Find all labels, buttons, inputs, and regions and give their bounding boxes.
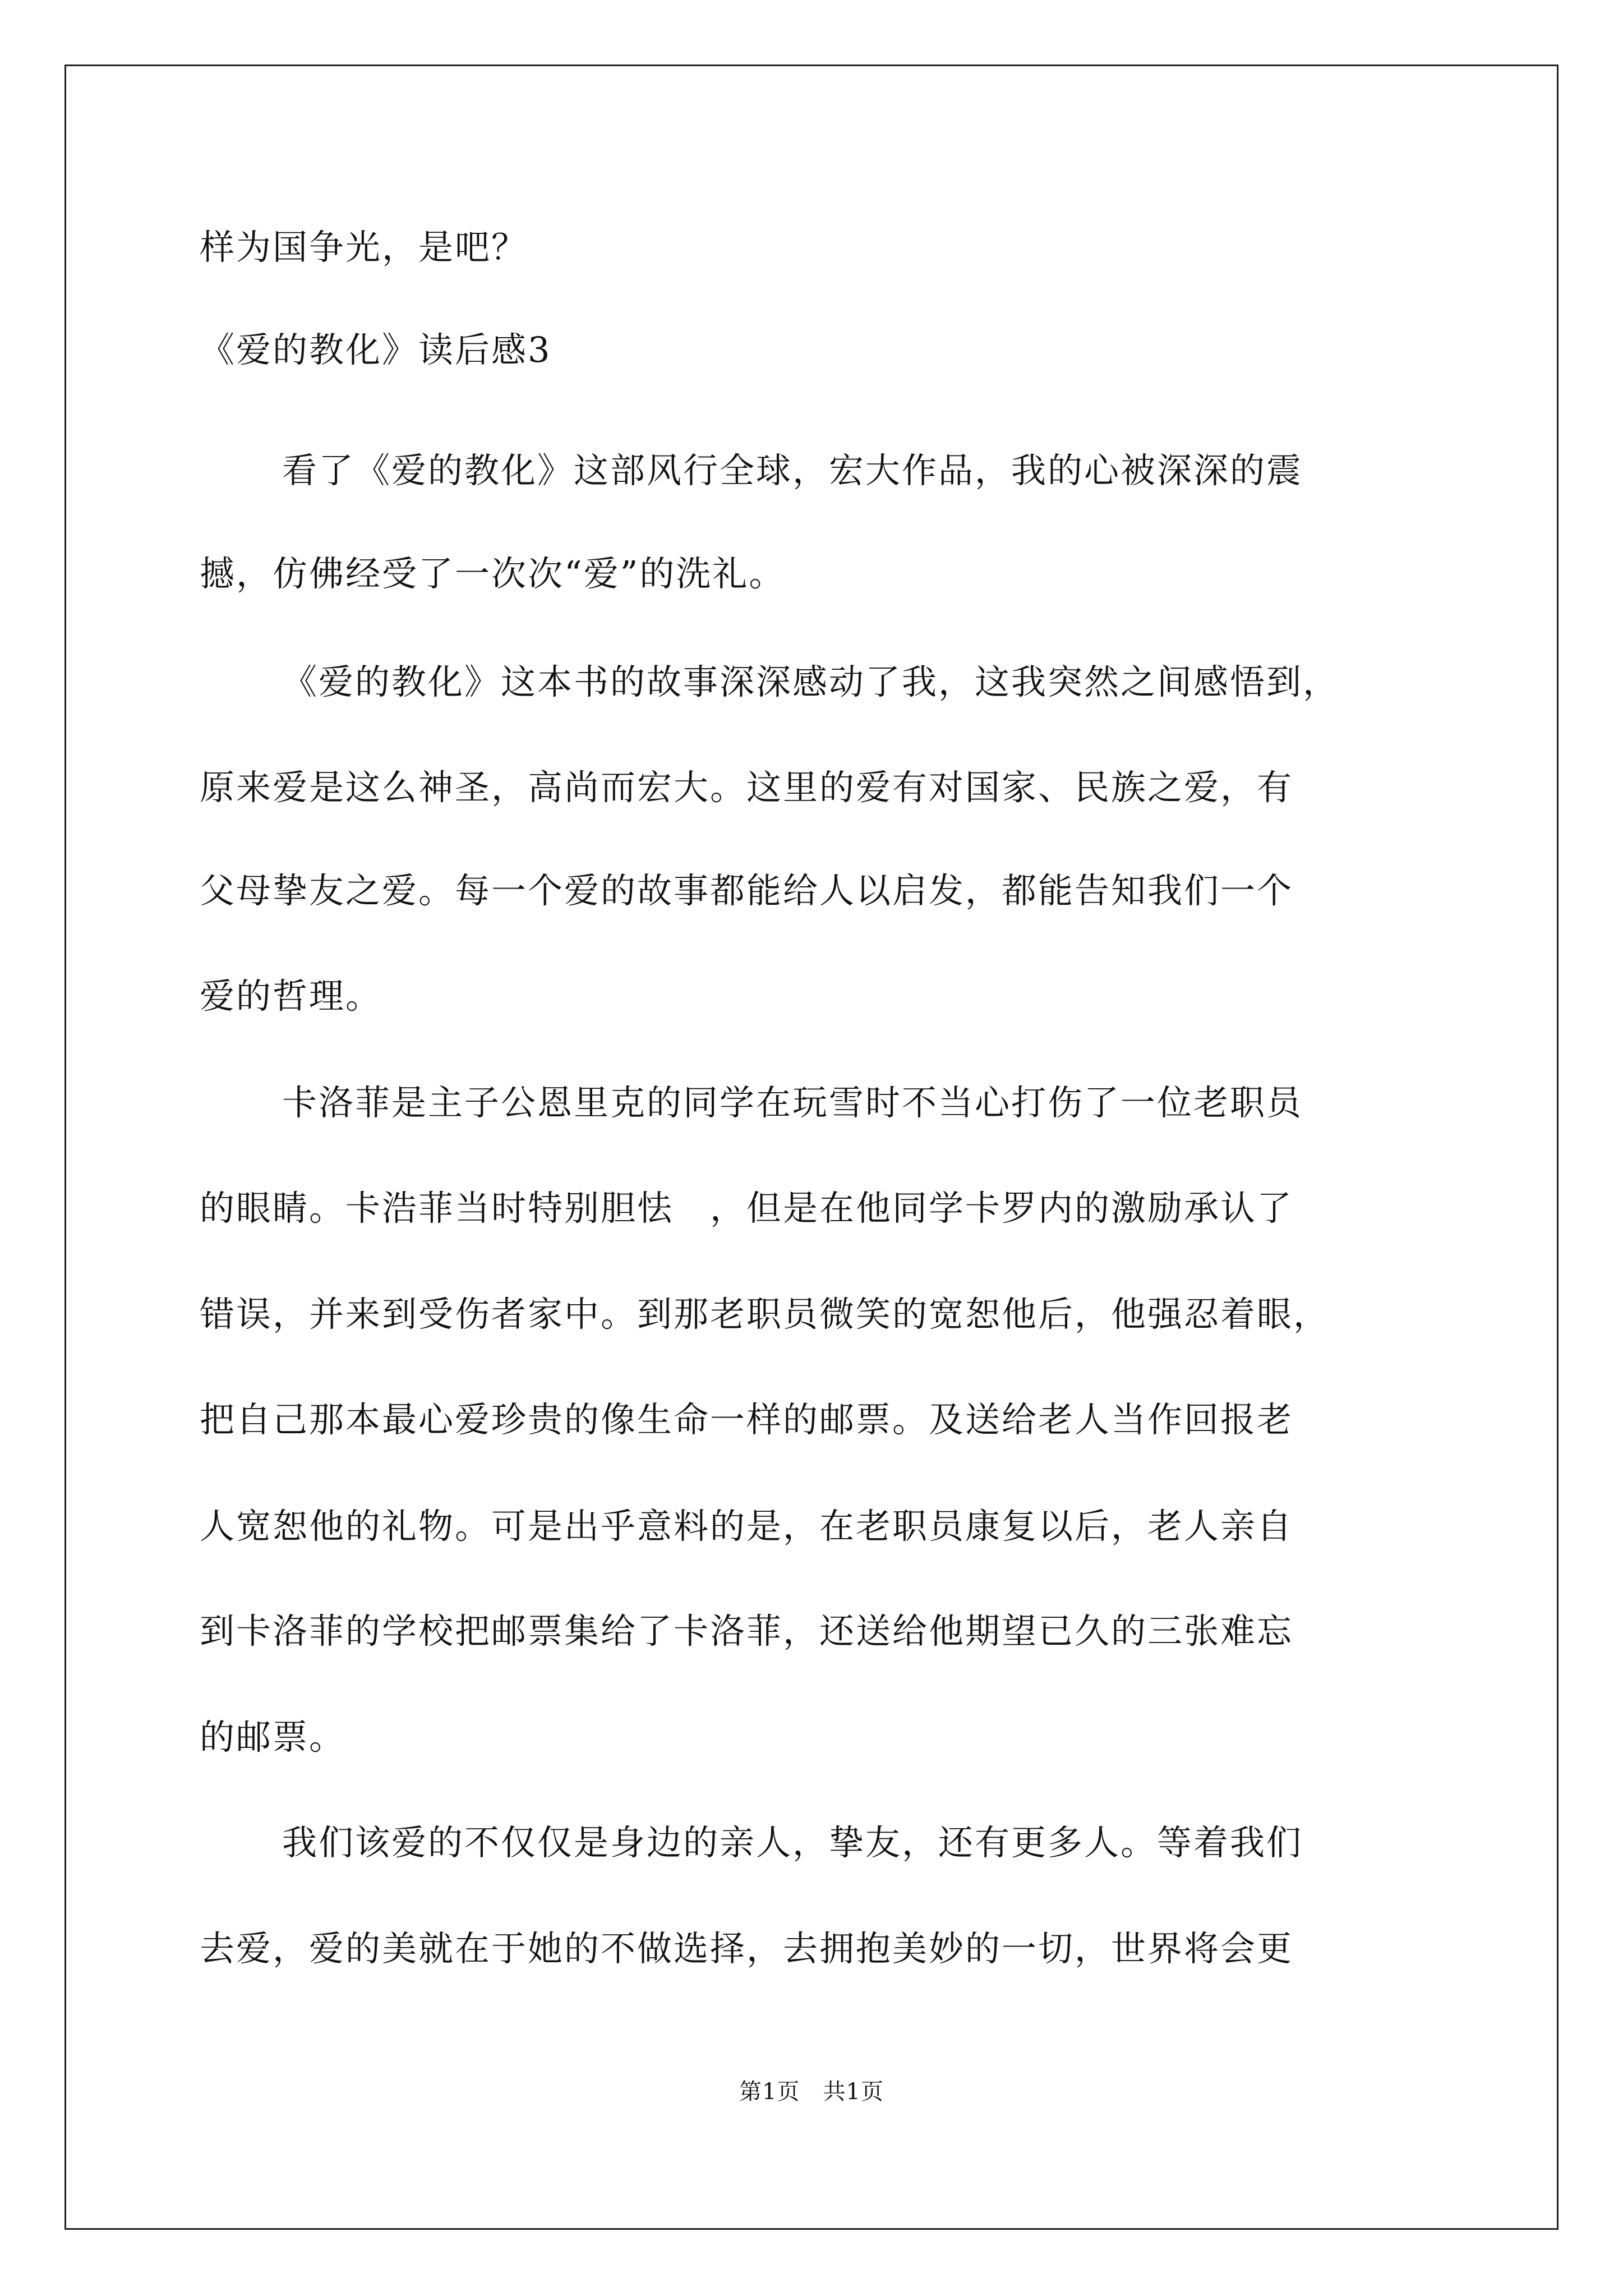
text-line: 原来爱是这么神圣，高尚而宏大。这里的爱有对国家、民族之爱，有: [200, 767, 1294, 808]
text-line: 到卡洛菲的学校把邮票集给了卡洛菲，还送给他期望已久的三张难忘: [200, 1611, 1294, 1651]
text-line: 我们该爱的不仅仅是身边的亲人，挚友，还有更多人。等着我们: [282, 1822, 1303, 1863]
text-line: 看了《爱的教化》这部风行全球，宏大作品，我的心被深深的震: [282, 450, 1303, 491]
section-heading: 《爱的教化》读后感3: [200, 329, 552, 370]
page-border: [64, 65, 1559, 2230]
text-line: 去爱，爱的美就在于她的不做选择，去拥抱美妙的一切，世界将会更: [200, 1928, 1294, 1969]
text-line: 样为国争光，是吧？: [200, 227, 528, 268]
text-line: 卡洛菲是主子公恩里克的同学在玩雪时不当心打伤了一位老职员: [282, 1082, 1303, 1123]
text-line: 《爱的教化》这本书的故事深深感动了我，这我突然之间感悟到，: [282, 661, 1340, 702]
text-line: 爱的哲理。: [200, 976, 382, 1016]
text-line: 的邮票。: [200, 1717, 346, 1757]
text-line: 父母挚友之爱。每一个爱的故事都能给人以启发，都能告知我们一个: [200, 870, 1294, 911]
text-line: 把自己那本最心爱珍贵的像生命一样的邮票。及送给老人当作回报老: [200, 1399, 1294, 1440]
page-number-footer: 第1页 共1页: [739, 2079, 884, 2105]
text-line: 错误，并来到受伤者家中。到那老职员微笑的宽恕他后，他强忍着眼，: [200, 1294, 1330, 1335]
text-line: 撼，仿佛经受了一次次“爱”的洗礼。: [200, 553, 786, 594]
text-line: 人宽恕他的礼物。可是出乎意料的是，在老职员康复以后，老人亲自: [200, 1506, 1294, 1547]
text-line: 的眼睛。卡浩菲当时特别胆怯 ，但是在他同学卡罗内的激励承认了: [200, 1188, 1294, 1228]
